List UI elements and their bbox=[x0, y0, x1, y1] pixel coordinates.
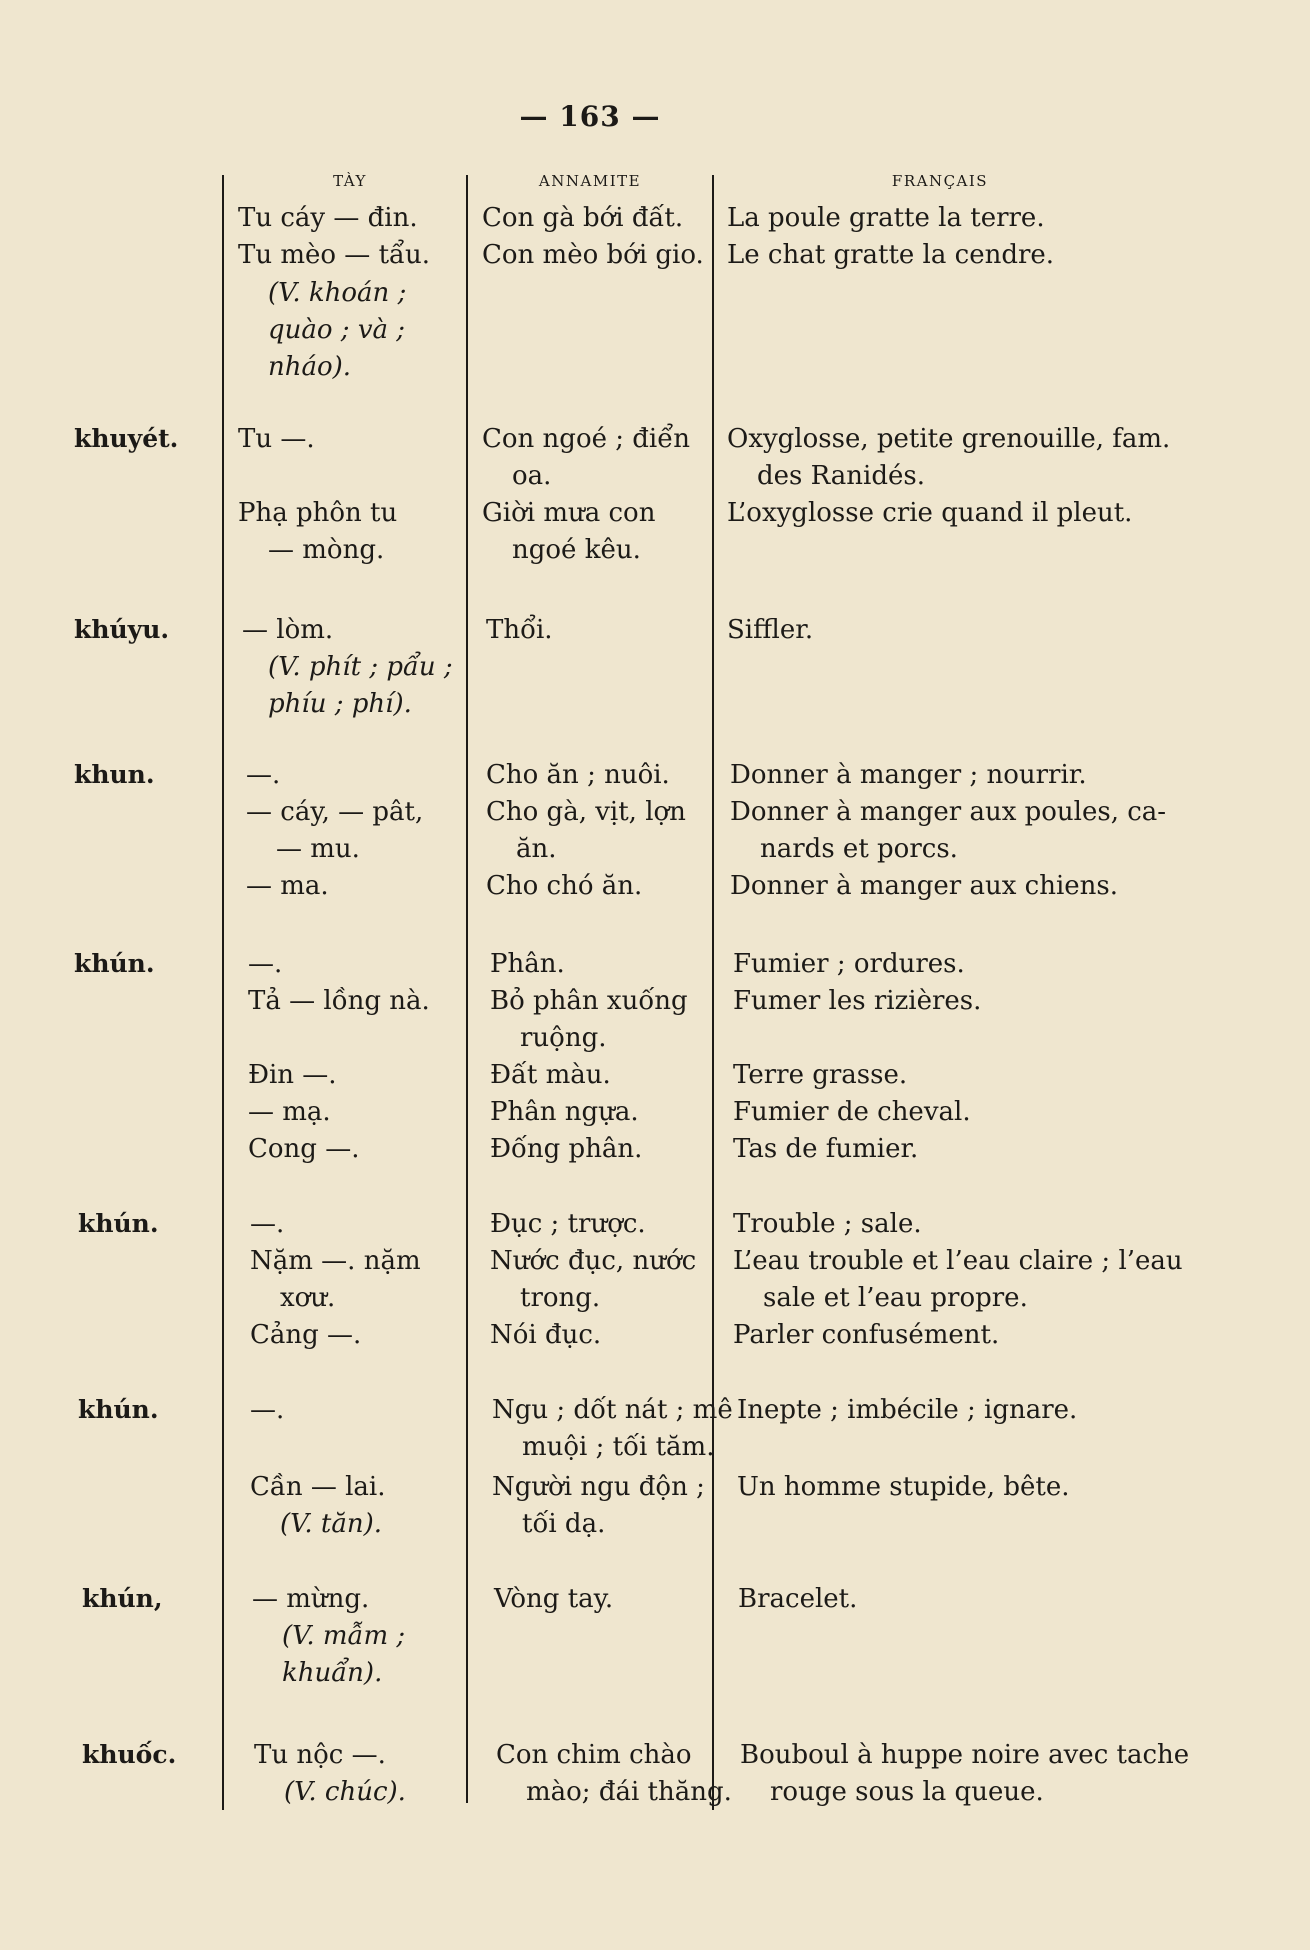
tay-line: Tu —. bbox=[238, 424, 315, 454]
tay-line: (V. chúc). bbox=[284, 1777, 406, 1807]
francais-line: Parler confusément. bbox=[733, 1320, 1000, 1350]
francais-line: Tas de fumier. bbox=[733, 1134, 919, 1164]
tay-line: Đin —. bbox=[248, 1060, 337, 1090]
headword: khun. bbox=[74, 760, 155, 789]
annamite-line: Nói đục. bbox=[490, 1320, 602, 1350]
francais-line: rouge sous la queue. bbox=[770, 1777, 1044, 1807]
francais-line: Fumier ; ordures. bbox=[733, 949, 965, 979]
francais-line: Inepte ; imbécile ; ignare. bbox=[737, 1395, 1078, 1425]
francais-line: nards et porcs. bbox=[760, 834, 958, 864]
annamite-line: Con gà bới đất. bbox=[482, 203, 684, 233]
tay-line: Cần — lai. bbox=[250, 1472, 386, 1502]
tay-line: khuẩn). bbox=[282, 1658, 383, 1688]
tay-line: Tu nộc —. bbox=[254, 1740, 386, 1770]
francais-line: Donner à manger ; nourrir. bbox=[730, 760, 1087, 790]
column-rule-francais bbox=[712, 175, 714, 1810]
tay-line: phíu ; phí). bbox=[268, 689, 412, 719]
tay-line: (V. mẫm ; bbox=[282, 1621, 406, 1651]
annamite-line: Bỏ phân xuống bbox=[490, 986, 688, 1016]
francais-line: Bracelet. bbox=[738, 1584, 858, 1614]
francais-line: Bouboul à huppe noire avec tache bbox=[740, 1740, 1190, 1770]
tay-line: nháo). bbox=[268, 352, 352, 382]
tay-line: — lòm. bbox=[242, 615, 334, 645]
tay-line: (V. phít ; pẩu ; bbox=[268, 652, 453, 682]
annamite-line: Đống phân. bbox=[490, 1134, 643, 1164]
annamite-line: oa. bbox=[512, 461, 552, 491]
tay-line: Cảng —. bbox=[250, 1320, 362, 1350]
annamite-line: Phân ngựa. bbox=[490, 1097, 639, 1127]
tay-line: —. bbox=[250, 1395, 285, 1425]
francais-line: Le chat gratte la cendre. bbox=[727, 240, 1055, 270]
tay-line: — mừng. bbox=[252, 1584, 370, 1614]
annamite-line: tối dạ. bbox=[522, 1509, 606, 1539]
annamite-line: Thổi. bbox=[486, 615, 553, 645]
annamite-line: muội ; tối tăm. bbox=[522, 1432, 715, 1462]
francais-line: L’eau trouble et l’eau claire ; l’eau bbox=[733, 1246, 1183, 1276]
annamite-line: Cho chó ăn. bbox=[486, 871, 643, 901]
annamite-line: Vòng tay. bbox=[494, 1584, 614, 1614]
francais-line: Terre grasse. bbox=[733, 1060, 908, 1090]
annamite-line: ăn. bbox=[516, 834, 557, 864]
header-francais: FRANÇAIS bbox=[891, 172, 989, 190]
headword: khún, bbox=[82, 1584, 163, 1613]
annamite-line: Đất màu. bbox=[490, 1060, 611, 1090]
header-tay: TÀY bbox=[333, 172, 367, 190]
francais-line: Donner à manger aux poules, ca- bbox=[730, 797, 1167, 827]
francais-line: Trouble ; sale. bbox=[733, 1209, 922, 1239]
annamite-line: Ngu ; dốt nát ; mê bbox=[492, 1395, 733, 1425]
column-rule-annamite bbox=[466, 175, 468, 1803]
column-rule-tay bbox=[222, 175, 224, 1810]
annamite-line: Con mèo bới gio. bbox=[482, 240, 704, 270]
francais-line: La poule gratte la terre. bbox=[727, 203, 1045, 233]
francais-line: sale et l’eau propre. bbox=[763, 1283, 1028, 1313]
tay-line: (V. tăn). bbox=[280, 1509, 383, 1539]
page-number: — 163 — bbox=[519, 100, 661, 133]
headword: khún. bbox=[78, 1209, 159, 1238]
tay-line: Cong —. bbox=[248, 1134, 360, 1164]
headword: khuyét. bbox=[74, 424, 179, 453]
annamite-line: ngoé kêu. bbox=[512, 535, 641, 565]
francais-line: Donner à manger aux chiens. bbox=[730, 871, 1118, 901]
francais-line: L’oxyglosse crie quand il pleut. bbox=[727, 498, 1133, 528]
annamite-line: trong. bbox=[520, 1283, 601, 1313]
headword: khuốc. bbox=[82, 1740, 177, 1769]
tay-line: —. bbox=[246, 760, 281, 790]
tay-line: — mòng. bbox=[268, 535, 385, 565]
header-annamite: ANNAMITE bbox=[538, 172, 642, 190]
annamite-line: Giời mưa con bbox=[482, 498, 656, 528]
francais-line: des Ranidés. bbox=[757, 461, 926, 491]
tay-line: Tu cáy — đin. bbox=[238, 203, 418, 233]
annamite-line: Phân. bbox=[490, 949, 565, 979]
annamite-line: Con ngoé ; điển bbox=[482, 424, 690, 454]
annamite-line: ruộng. bbox=[520, 1023, 607, 1053]
tay-line: Nặm —. nặm bbox=[250, 1246, 421, 1276]
tay-line: —. bbox=[250, 1209, 285, 1239]
tay-line: (V. khoán ; bbox=[268, 278, 407, 308]
annamite-line: mào; đái thăng. bbox=[526, 1777, 732, 1807]
tay-line: — ma. bbox=[246, 871, 329, 901]
francais-line: Fumier de cheval. bbox=[733, 1097, 971, 1127]
tay-line: Tu mèo — tẩu. bbox=[238, 240, 430, 270]
annamite-line: Nước đục, nước bbox=[490, 1246, 697, 1276]
annamite-line: Đục ; trược. bbox=[490, 1209, 646, 1239]
tay-line: —. bbox=[248, 949, 283, 979]
annamite-line: Cho ăn ; nuôi. bbox=[486, 760, 670, 790]
francais-line: Siffler. bbox=[727, 615, 814, 645]
francais-line: Oxyglosse, petite grenouille, fam. bbox=[727, 424, 1171, 454]
headword: khún. bbox=[74, 949, 155, 978]
tay-line: — mạ. bbox=[248, 1097, 331, 1127]
tay-line: Tả — lồng nà. bbox=[248, 986, 430, 1016]
tay-line: — cáy, — pât, bbox=[246, 797, 424, 827]
tay-line: — mu. bbox=[276, 834, 360, 864]
tay-line: quào ; và ; bbox=[268, 315, 406, 345]
tay-line: xơư. bbox=[280, 1283, 336, 1313]
annamite-line: Người ngu độn ; bbox=[492, 1472, 705, 1502]
tay-line: Phạ phôn tu bbox=[238, 498, 398, 528]
headword: khúyu. bbox=[74, 615, 170, 644]
annamite-line: Con chim chào bbox=[496, 1740, 692, 1770]
francais-line: Fumer les rizières. bbox=[733, 986, 982, 1016]
annamite-line: Cho gà, vịt, lợn bbox=[486, 797, 686, 827]
francais-line: Un homme stupide, bête. bbox=[737, 1472, 1070, 1502]
headword: khún. bbox=[78, 1395, 159, 1424]
